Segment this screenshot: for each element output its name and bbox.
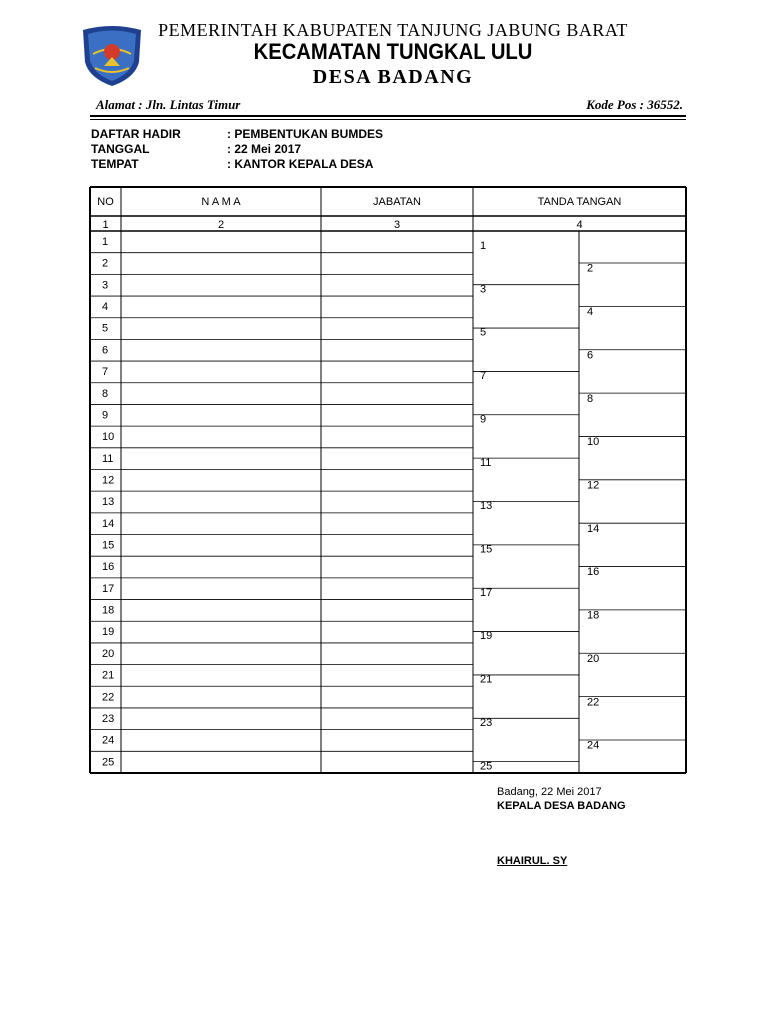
signature-slot-number: 5 bbox=[480, 326, 487, 339]
column-header: N A M A bbox=[201, 196, 241, 208]
signature-name: KHAIRUL. SY bbox=[497, 855, 568, 867]
row-number: 23 bbox=[102, 712, 115, 725]
row-number: 24 bbox=[102, 734, 115, 747]
row-number: 12 bbox=[102, 474, 115, 487]
signature-slot-number: 3 bbox=[480, 283, 487, 296]
village-header: DESA BADANG bbox=[312, 66, 474, 88]
signature-slot-number: 1 bbox=[480, 240, 487, 252]
signature-slot-number: 24 bbox=[587, 739, 600, 752]
meta-value: : PEMBENTUKAN BUMDES bbox=[227, 127, 383, 141]
row-number: 14 bbox=[102, 517, 115, 530]
row-number: 6 bbox=[102, 344, 109, 357]
row-number: 16 bbox=[102, 561, 115, 574]
meta-value: : KANTOR KEPALA DESA bbox=[227, 157, 374, 171]
row-number: 13 bbox=[102, 496, 115, 509]
signature-slot-number: 15 bbox=[480, 543, 493, 556]
row-number: 20 bbox=[102, 647, 115, 660]
signature-slot-number: 20 bbox=[587, 652, 600, 665]
column-number: 4 bbox=[576, 219, 583, 231]
row-number: 8 bbox=[102, 387, 109, 400]
signature-slot-number: 2 bbox=[587, 262, 594, 275]
row-number: 1 bbox=[102, 236, 109, 248]
meta-label: TANGGAL bbox=[91, 142, 150, 156]
row-number: 4 bbox=[102, 301, 109, 314]
signature-place-date: Badang, 22 Mei 2017 bbox=[497, 786, 602, 798]
signature-slot-number: 4 bbox=[587, 306, 594, 319]
signature-slot-number: 14 bbox=[587, 522, 600, 535]
signature-slot-number: 19 bbox=[480, 630, 493, 643]
row-number: 17 bbox=[102, 582, 115, 595]
row-number: 5 bbox=[102, 322, 109, 335]
row-number: 2 bbox=[102, 257, 109, 270]
row-number: 19 bbox=[102, 626, 115, 639]
row-number: 10 bbox=[102, 431, 115, 444]
signature-slot-number: 11 bbox=[480, 456, 492, 469]
address-text: Alamat : Jln. Lintas Timur bbox=[96, 97, 241, 112]
column-number: 3 bbox=[393, 219, 401, 231]
government-header: PEMERINTAH KABUPATEN TANJUNG JABUNG BARAT bbox=[158, 20, 628, 40]
meta-value: : 22 Mei 2017 bbox=[227, 142, 302, 156]
signature-slot-number: 22 bbox=[587, 696, 600, 709]
column-header: JABATAN bbox=[373, 196, 421, 208]
row-number: 18 bbox=[102, 604, 115, 617]
signature-slot-number: 8 bbox=[587, 392, 594, 405]
postal-code-text: Kode Pos : 36552. bbox=[586, 97, 683, 112]
signature-slot-number: 16 bbox=[587, 566, 600, 579]
signature-slot-number: 17 bbox=[480, 586, 493, 599]
row-number: 11 bbox=[102, 452, 114, 465]
signature-slot-number: 7 bbox=[480, 370, 487, 383]
meta-label: DAFTAR HADIR bbox=[91, 127, 181, 141]
row-number: 25 bbox=[102, 756, 115, 769]
signature-slot-number: 6 bbox=[587, 349, 594, 362]
signature-slot-number: 12 bbox=[587, 479, 600, 492]
signature-slot-number: 18 bbox=[587, 609, 600, 622]
signature-slot-number: 13 bbox=[480, 500, 493, 513]
signature-slot-number: 23 bbox=[480, 716, 493, 729]
row-number: 21 bbox=[102, 669, 115, 682]
meta-label: TEMPAT bbox=[91, 157, 139, 171]
district-header: KECAMATAN TUNGKAL ULU bbox=[253, 39, 533, 64]
column-number: 2 bbox=[217, 219, 225, 231]
signature-title: KEPALA DESA BADANG bbox=[497, 800, 626, 812]
column-number: 1 bbox=[102, 219, 109, 231]
row-number: 22 bbox=[102, 691, 115, 704]
row-number: 15 bbox=[102, 539, 115, 552]
column-header: NO bbox=[97, 196, 114, 208]
column-header: TANDA TANGAN bbox=[537, 196, 622, 208]
signature-slot-number: 10 bbox=[587, 436, 600, 449]
signature-slot-number: 9 bbox=[480, 413, 487, 426]
signature-slot-number: 21 bbox=[480, 673, 493, 686]
row-number: 3 bbox=[102, 279, 109, 292]
row-number: 9 bbox=[102, 409, 109, 422]
row-number: 7 bbox=[102, 366, 109, 379]
signature-slot-number: 25 bbox=[480, 760, 493, 773]
